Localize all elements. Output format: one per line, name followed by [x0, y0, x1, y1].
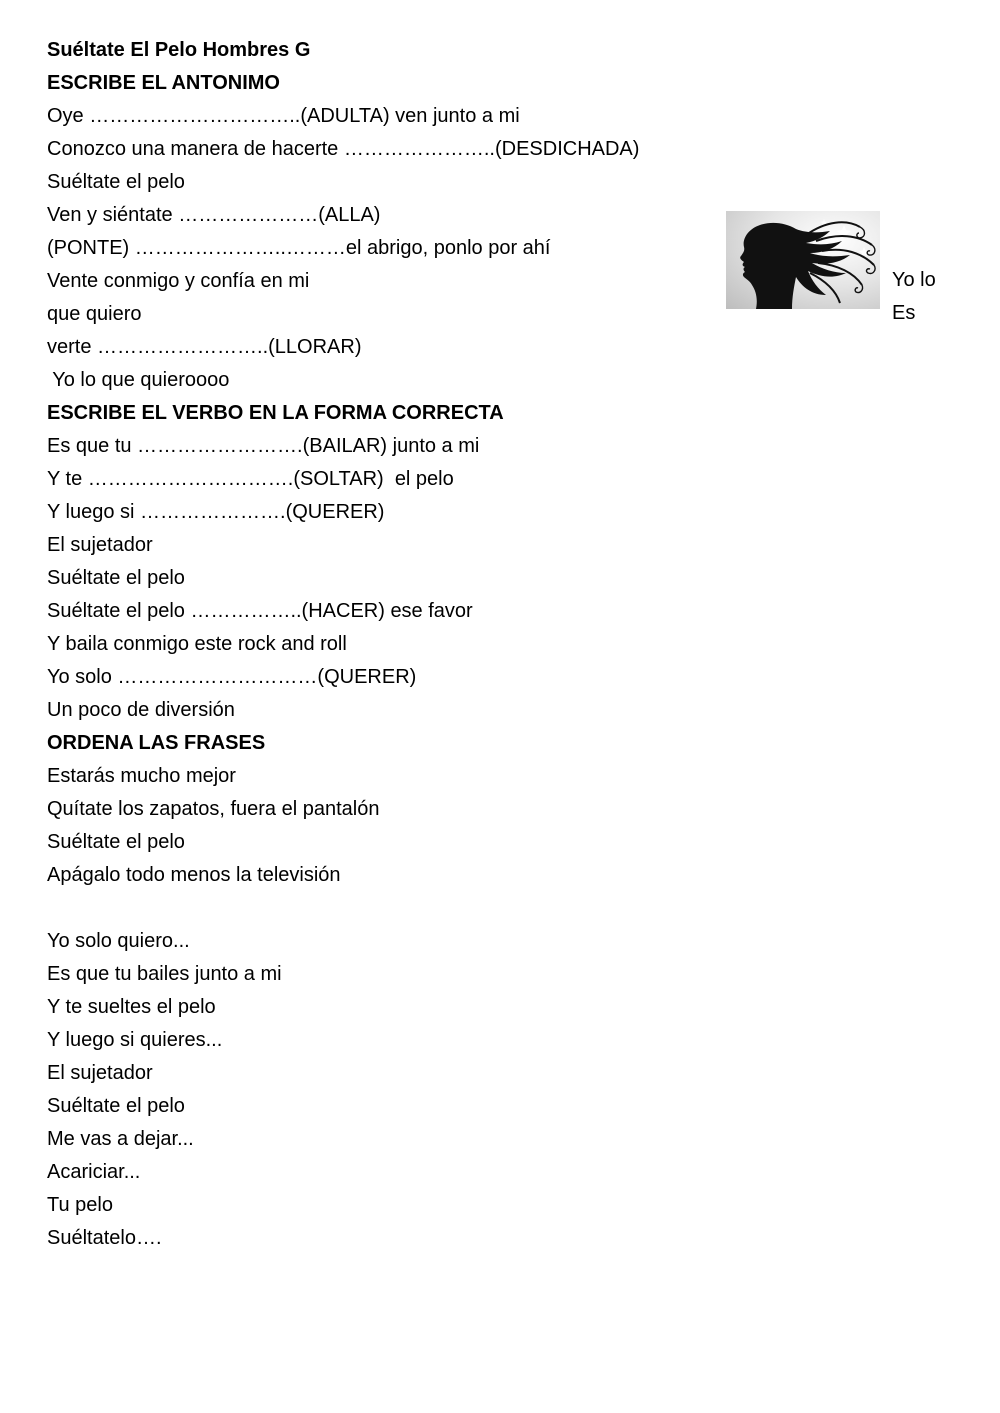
text-line: Y baila conmigo este rock and roll: [47, 633, 347, 655]
text-line: Estarás mucho mejor: [47, 765, 236, 787]
text-line: Yo lo que quieroooo: [47, 369, 230, 391]
text-line: Es que tu …………………….(BAILAR) junto a mi: [47, 435, 480, 457]
text-line: verte ……………………..(LLORAR): [47, 336, 362, 358]
section-heading: ESCRIBE EL VERBO EN LA FORMA CORRECTA: [47, 402, 504, 424]
woman-hair-silhouette-icon: [726, 211, 880, 309]
text-line: que quiero: [47, 303, 142, 325]
text-line: (PONTE) …………………..………el abrigo, ponlo por ahí: [47, 237, 551, 259]
section-heading: ESCRIBE EL ANTONIMO: [47, 72, 280, 94]
text-line: Suéltate el pelo: [47, 1095, 185, 1117]
text-line: Y te sueltes el pelo: [47, 996, 216, 1018]
side-text-yo-lo: Yo lo: [892, 269, 936, 291]
text-line: Suéltate el pelo: [47, 171, 185, 193]
text-line: Acariciar...: [47, 1161, 141, 1183]
side-text-es: Es: [892, 302, 916, 324]
text-line: El sujetador: [47, 1062, 153, 1084]
text-line: Quítate los zapatos, fuera el pantalón: [47, 798, 380, 820]
text-line: Y luego si quieres...: [47, 1029, 223, 1051]
text-line: Suéltate el pelo: [47, 831, 185, 853]
text-line: Es que tu bailes junto a mi: [47, 963, 282, 985]
text-line: Un poco de diversión: [47, 699, 235, 721]
text-line: Y te ………………………….(SOLTAR) el pelo: [47, 468, 454, 490]
text-line: Suéltatelo….: [47, 1227, 162, 1249]
text-line: Apágalo todo menos la televisión: [47, 864, 341, 886]
blank-line: [47, 892, 707, 925]
text-line: El sujetador: [47, 534, 153, 556]
text-line: Y luego si ………………….(QUERER): [47, 501, 385, 523]
text-line: Suéltate el pelo ……………..(HACER) ese favor: [47, 600, 473, 622]
worksheet-lines: [47, 34, 707, 1255]
text-line: Vente conmigo y confía en mi: [47, 270, 310, 292]
text-line: Suéltate el pelo: [47, 567, 185, 589]
section-heading: ORDENA LAS FRASES: [47, 732, 266, 754]
text-line: Yo solo quiero...: [47, 930, 190, 952]
text-line: Me vas a dejar...: [47, 1128, 194, 1150]
text-line: Ven y siéntate …………………(ALLA): [47, 204, 381, 226]
text-line: Conozco una manera de hacerte …………………..(DESDICHADA): [47, 138, 640, 160]
section-heading: Suéltate El Pelo Hombres G: [47, 39, 311, 61]
text-line: Oye …………………………..(ADULTA) ven junto a mi: [47, 105, 520, 127]
text-line: Yo solo …………………………(QUERER): [47, 666, 417, 688]
text-line: Tu pelo: [47, 1194, 113, 1216]
